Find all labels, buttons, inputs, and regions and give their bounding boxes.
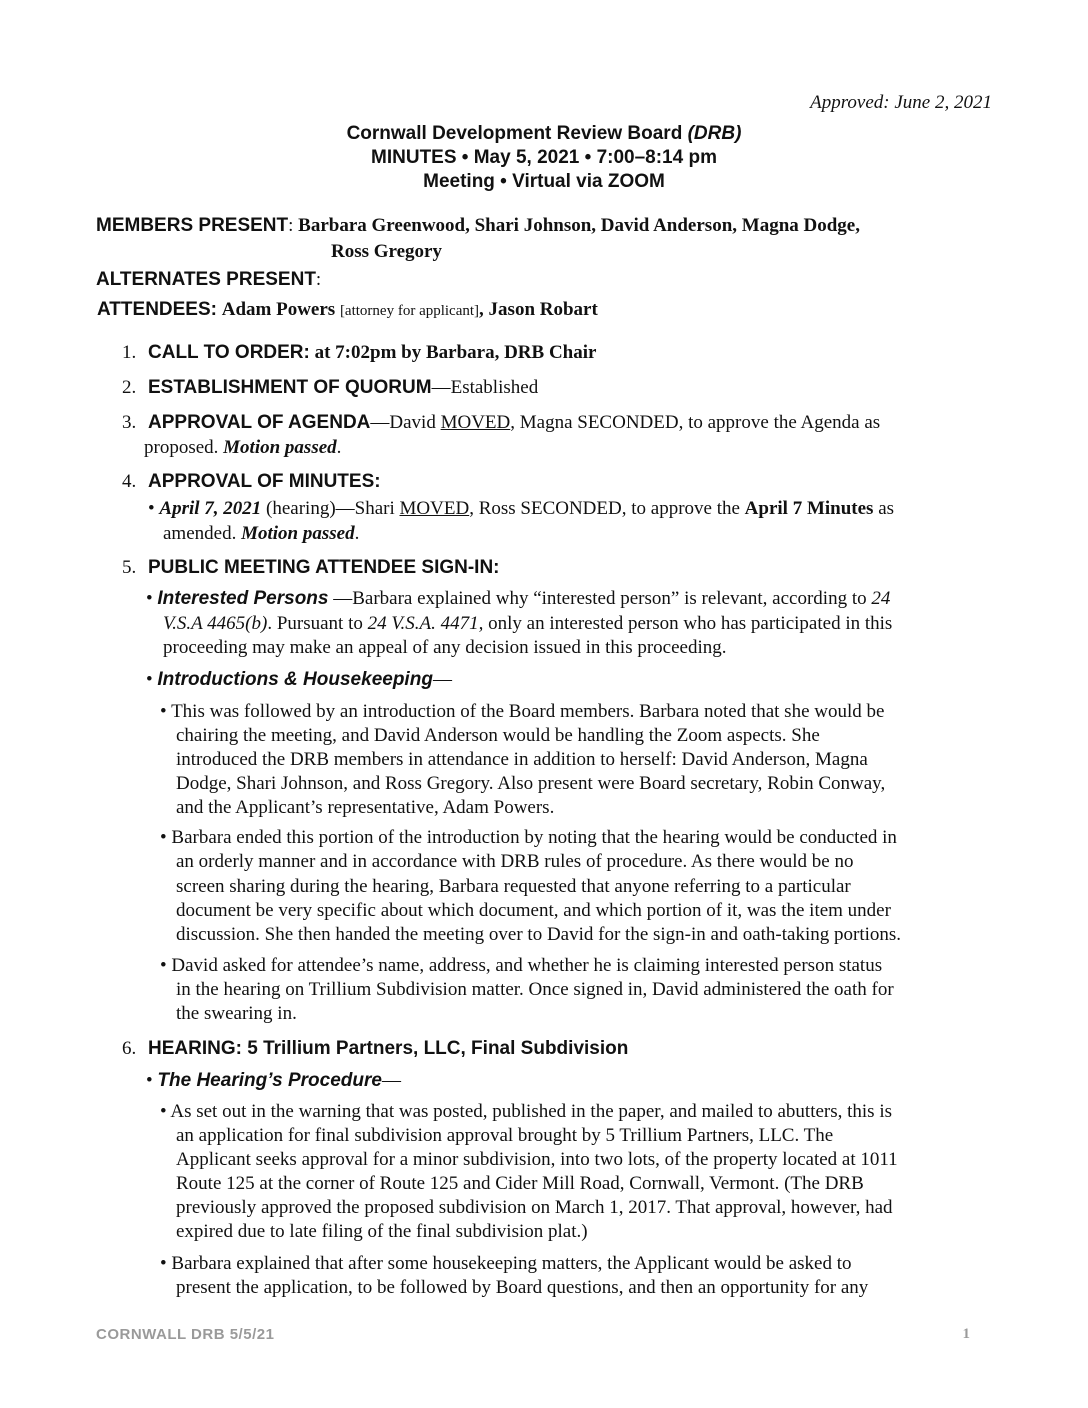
- minutes-approval-cont: [163, 522, 359, 546]
- item-text: at 7:02pm by Barbara, DRB Chair: [309, 342, 597, 363]
- footer-label: CORNWALL DRB 5/5/21: [96, 1326, 275, 1343]
- bullet-text: present the application, to be followed by Board questions, and then an opportunity for any: [176, 1277, 869, 1298]
- intro-bullet-3: • David asked for attendee’s name, address, and whether he is claiming interested person status: [160, 955, 883, 976]
- bullet-text: David asked for attendee’s name, address, and whether he is claiming interested person status: [171, 955, 883, 976]
- board-abbrev: (DRB): [687, 123, 742, 144]
- minutes-date: April 7, 2021: [159, 498, 262, 519]
- bullet-text: and the Applicant’s representative, Adam Powers.: [176, 797, 555, 818]
- agenda-item-6: [122, 1037, 1002, 1061]
- intro-bullet-2: • Barbara ended this portion of the introduction by noting that the hearing would be conducted in: [160, 827, 897, 848]
- members-present: MEMBERS PRESENT: Barbara Greenwood, Shari Johnson, David Anderson, Magna Dodge,: [96, 215, 860, 236]
- attendees-label: ATTENDEES:: [97, 299, 217, 320]
- item-text: . Pursuant to: [267, 613, 368, 634]
- approval-note: Approved: June 2, 2021: [810, 92, 992, 113]
- bullet-text: Barbara explained that after some housekeeping matters, the Applicant would be asked to: [171, 1253, 852, 1274]
- header-meeting-type: Meeting • Virtual via ZOOM: [423, 171, 665, 192]
- item-text: (hearing)—Shari: [261, 498, 400, 519]
- bullet-text: Barbara ended this portion of the introduction by noting that the hearing would be conducted in: [171, 827, 897, 848]
- item-text: —David: [370, 412, 441, 433]
- item-text: as: [873, 498, 895, 519]
- item-text: —Established: [431, 377, 539, 398]
- bullet-text: introduced the DRB members in attendance in addition to herself: David Anderson, Magna: [176, 749, 868, 770]
- item-text: only an interested person who has participated in this: [483, 613, 893, 634]
- item-title: APPROVAL OF AGENDA: [148, 412, 371, 433]
- agenda-item-4: [122, 470, 1002, 494]
- attendee-name: , Jason Robart: [479, 299, 598, 320]
- members-label: MEMBERS PRESENT: [96, 215, 289, 236]
- item-text: amended.: [163, 523, 242, 544]
- item-title: HEARING: 5 Trillium Partners, LLC, Final Subdivision: [148, 1038, 629, 1059]
- item-text: .: [336, 437, 342, 458]
- interested-persons-cont2: proceeding may make an appeal of any decision issued in this proceeding.: [163, 637, 727, 658]
- agenda-item-5: [122, 556, 1002, 580]
- moved-text: MOVED: [440, 412, 511, 433]
- members-names: Barbara Greenwood, Shari Johnson, David Anderson, Magna Dodge,: [298, 215, 860, 236]
- document-header: [0, 122, 1088, 194]
- bullet-text: Dodge, Shari Johnson, and Ross Gregory. Also present were Board secretary, Robin Conway,: [176, 773, 886, 794]
- bullet-text: the swearing in.: [176, 1003, 297, 1024]
- item-text: —Barbara explained why “interested person” is relevant, according to: [328, 588, 872, 609]
- item-number: 2.: [122, 377, 137, 398]
- bullet-text: Applicant seeks approval for a minor subdivision, into two lots, of the property located at 1011: [176, 1149, 898, 1170]
- bullet-text: chairing the meeting, and David Anderson would be handling the Zoom aspects. She: [176, 725, 820, 746]
- agenda-item-2: [122, 376, 1002, 400]
- item-number: 4.: [122, 471, 137, 492]
- item-text: —: [432, 669, 452, 690]
- header-title: [0, 122, 1088, 146]
- item-number: 6.: [122, 1038, 137, 1059]
- section-heading: Interested Persons: [157, 588, 329, 609]
- attendee-note: [attorney for applicant]: [339, 303, 480, 319]
- item-title: APPROVAL OF MINUTES:: [148, 471, 381, 492]
- motion-passed: Motion passed: [241, 523, 355, 544]
- agenda-item-1: [122, 341, 1002, 365]
- minutes-ref: April 7 Minutes: [744, 498, 874, 519]
- bullet-text: in the hearing on Trillium Subdivision matter. Once signed in, David administered the oath for: [176, 979, 894, 1000]
- members-names-cont: Ross Gregory: [331, 241, 442, 262]
- attendees: [97, 298, 598, 323]
- interested-persons-cont: [163, 612, 1003, 636]
- item-text: .: [354, 523, 360, 544]
- item-text: , Magna SECONDED, to approve the Agenda as: [510, 412, 881, 433]
- item-text: , Ross SECONDED, to approve the: [469, 498, 745, 519]
- intro-bullet-1: • This was followed by an introduction of the Board members. Barbara noted that she would be: [160, 701, 885, 722]
- procedure-heading: • The Hearing’s Procedure—: [146, 1070, 401, 1091]
- statute-ref: 24 V.S.A. 4471,: [367, 613, 484, 634]
- agenda-item-3: [122, 411, 1002, 435]
- procedure-bullet-2: • Barbara explained that after some housekeeping matters, the Applicant would be asked to: [160, 1253, 852, 1274]
- item-text: proposed.: [144, 437, 224, 458]
- item-number: 1.: [122, 342, 137, 363]
- moved-text: MOVED: [399, 498, 470, 519]
- motion-passed: Motion passed: [223, 437, 337, 458]
- page-number: 1: [962, 1326, 970, 1342]
- item-text: —: [381, 1070, 401, 1091]
- statute-ref: V.S.A 4465(b): [163, 613, 268, 634]
- section-heading: The Hearing’s Procedure: [157, 1070, 382, 1091]
- bullet-text: previously approved the proposed subdivision on March 1, 2017. That approval, however, had: [176, 1197, 893, 1218]
- alternates-present: ALTERNATES PRESENT:: [96, 269, 322, 290]
- bullet-text: document be very specific about which document, and which portion of it, was the item under: [176, 900, 891, 921]
- attendee-name: Adam Powers: [221, 299, 336, 320]
- item-title: ESTABLISHMENT OF QUORUM: [148, 377, 432, 398]
- alternates-label: ALTERNATES PRESENT: [96, 269, 316, 290]
- bullet-text: As set out in the warning that was posted, published in the paper, and mailed to abutters, this is: [170, 1101, 892, 1122]
- statute-ref: 24: [871, 588, 891, 609]
- interested-persons: • Interested Persons —Barbara explained why “interested person” is relevant, according to 24: [146, 588, 891, 609]
- bullet-text: screen sharing during the hearing, Barbara requested that anyone referring to a particular: [176, 876, 851, 897]
- bullet-text: an orderly manner and in accordance with DRB rules of procedure. As there would be no: [176, 851, 854, 872]
- item-title: PUBLIC MEETING ATTENDEE SIGN-IN:: [148, 557, 500, 578]
- procedure-bullet-1: • As set out in the warning that was posted, published in the paper, and mailed to abutters, this is: [160, 1101, 892, 1122]
- bullet-text: an application for final subdivision approval brought by 5 Trillium Partners, LLC. The: [176, 1125, 834, 1146]
- bullet-text: discussion. She then handed the meeting over to David for the sign-in and oath-taking portions.: [176, 924, 902, 945]
- bullet-text: This was followed by an introduction of the Board members. Barbara noted that she would be: [171, 701, 885, 722]
- agenda-item-3-cont: [144, 436, 341, 460]
- section-heading: Introductions & Housekeeping: [157, 669, 433, 690]
- board-name: Cornwall Development Review Board: [346, 123, 688, 144]
- introductions-heading: • Introductions & Housekeeping—: [146, 669, 452, 690]
- minutes-approval: • April 7, 2021 (hearing)—Shari MOVED, Ross SECONDED, to approve the April 7 Minutes as: [148, 498, 895, 519]
- item-number: 5.: [122, 557, 137, 578]
- header-meeting-date: MINUTES • May 5, 2021 • 7:00–8:14 pm: [371, 147, 717, 168]
- item-number: 3.: [122, 412, 137, 433]
- bullet-text: Route 125 at the corner of Route 125 and Cider Mill Road, Cornwall, Vermont. (The DRB: [176, 1173, 864, 1194]
- bullet-text: expired due to late filing of the final subdivision plat.): [176, 1221, 588, 1242]
- item-title: CALL TO ORDER:: [148, 342, 310, 363]
